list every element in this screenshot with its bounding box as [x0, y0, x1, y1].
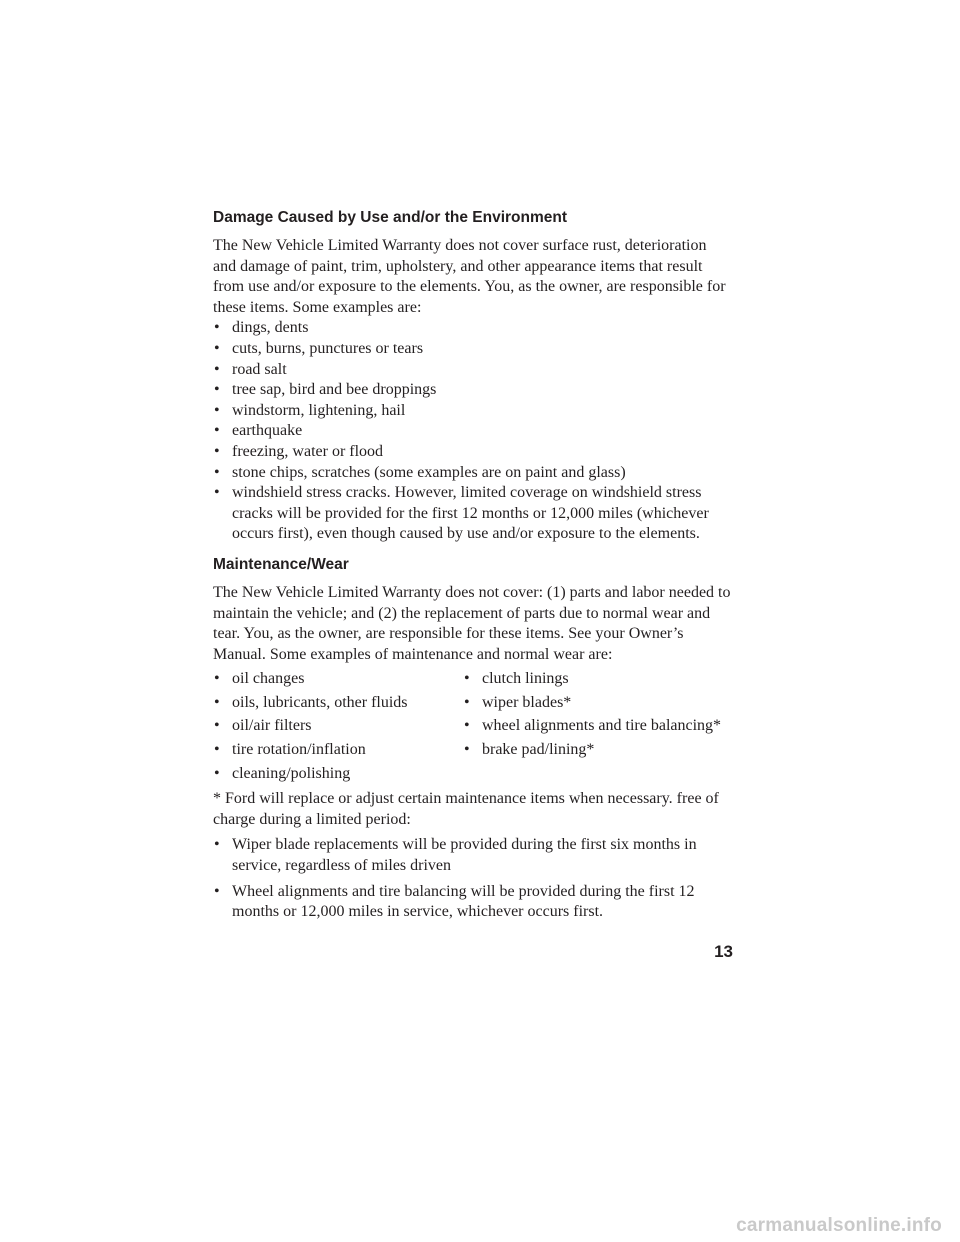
list-item: • brake pad/lining* [463, 740, 733, 761]
bullet-icon: • [214, 381, 220, 399]
bullet-icon: • [214, 442, 220, 460]
maintenance-examples-columns [213, 669, 733, 787]
list-item: • wiper blades* [463, 693, 733, 714]
maintenance-list-right [463, 669, 733, 787]
list-item: • Wheel alignments and tire balancing will be provided during the first 12 months or 12,000 miles in service, whichever occurs first. [214, 882, 695, 921]
bullet-icon: • [214, 319, 220, 337]
list-item: • oils, lubricants, other fluids [213, 693, 463, 714]
list-item: • road salt [213, 360, 733, 381]
list-item: • freezing, water or flood [213, 442, 733, 463]
list-item: • earthquake [213, 421, 733, 442]
list-item: • oil changes [213, 669, 463, 690]
bullet-icon: • [464, 693, 470, 711]
bullet-icon: • [214, 882, 220, 900]
list-item: • wheel alignments and tire balancing* [463, 716, 733, 737]
maintenance-list-left [213, 669, 463, 787]
bullet-icon: • [214, 693, 220, 711]
section-heading-maintenance: Maintenance/Wear [213, 555, 349, 573]
bullet-icon: • [464, 741, 470, 759]
bullet-icon: • [464, 670, 470, 688]
bullet-icon: • [214, 339, 220, 357]
section-paragraph-maintenance: The New Vehicle Limited Warranty does not cover: (1) parts and labor needed to maintain the vehicle; and (2) the replacement of parts due to normal wear and tear. You, as the owner, are responsible for these items. See your Owner’s Manual. Some examples of maintenance and normal wear are: [213, 583, 731, 663]
bullet-icon: • [214, 670, 220, 688]
list-item: • tree sap, bird and bee droppings [213, 380, 733, 401]
bullet-icon: • [464, 717, 470, 735]
page-content [213, 208, 733, 923]
section-paragraph-damage: The New Vehicle Limited Warranty does not cover surface rust, deterioration and damage of paint, trim, upholstery, and other appearance items that result from use and/or exposure to the elements. You, as the owner, are responsible for these items. Some examples are: [213, 237, 726, 316]
watermark: carmanualsonline.info [736, 1215, 942, 1236]
maintenance-footnote: * Ford will replace or adjust certain maintenance items when necessary. free of charge during a limited period: [213, 790, 719, 828]
list-item: • tire rotation/inflation [213, 740, 463, 761]
bullet-icon: • [214, 484, 220, 502]
bullet-icon: • [214, 463, 220, 481]
list-item: • clutch linings [463, 669, 733, 690]
bullet-icon: • [214, 764, 220, 782]
bullet-icon: • [214, 836, 220, 854]
section-heading-damage: Damage Caused by Use and/or the Environment [213, 209, 568, 226]
list-item: • cuts, burns, punctures or tears [213, 339, 733, 360]
damage-examples-list [213, 318, 733, 545]
page-number: 13 [714, 942, 733, 961]
bullet-icon: • [214, 360, 220, 378]
footnote-bullets-list [213, 835, 733, 922]
bullet-icon: • [214, 422, 220, 440]
list-item: • windshield stress cracks. However, limited coverage on windshield stress cracks will be provided for the first 12 months or 12,000 miles (whichever occurs first), even though caused by use and/or exposure to the elements. [214, 484, 709, 543]
bullet-icon: • [214, 741, 220, 759]
list-item: • stone chips, scratches (some examples are on paint and glass) [213, 463, 733, 484]
list-item: • oil/air filters [213, 716, 463, 737]
list-item: • dings, dents [213, 318, 733, 339]
list-item: • Wiper blade replacements will be provided during the first six months in service, regardless of miles driven [214, 836, 697, 875]
bullet-icon: • [214, 717, 220, 735]
bullet-icon: • [214, 401, 220, 419]
list-item: • cleaning/polishing [213, 764, 463, 785]
list-item: • windstorm, lightening, hail [213, 401, 733, 422]
